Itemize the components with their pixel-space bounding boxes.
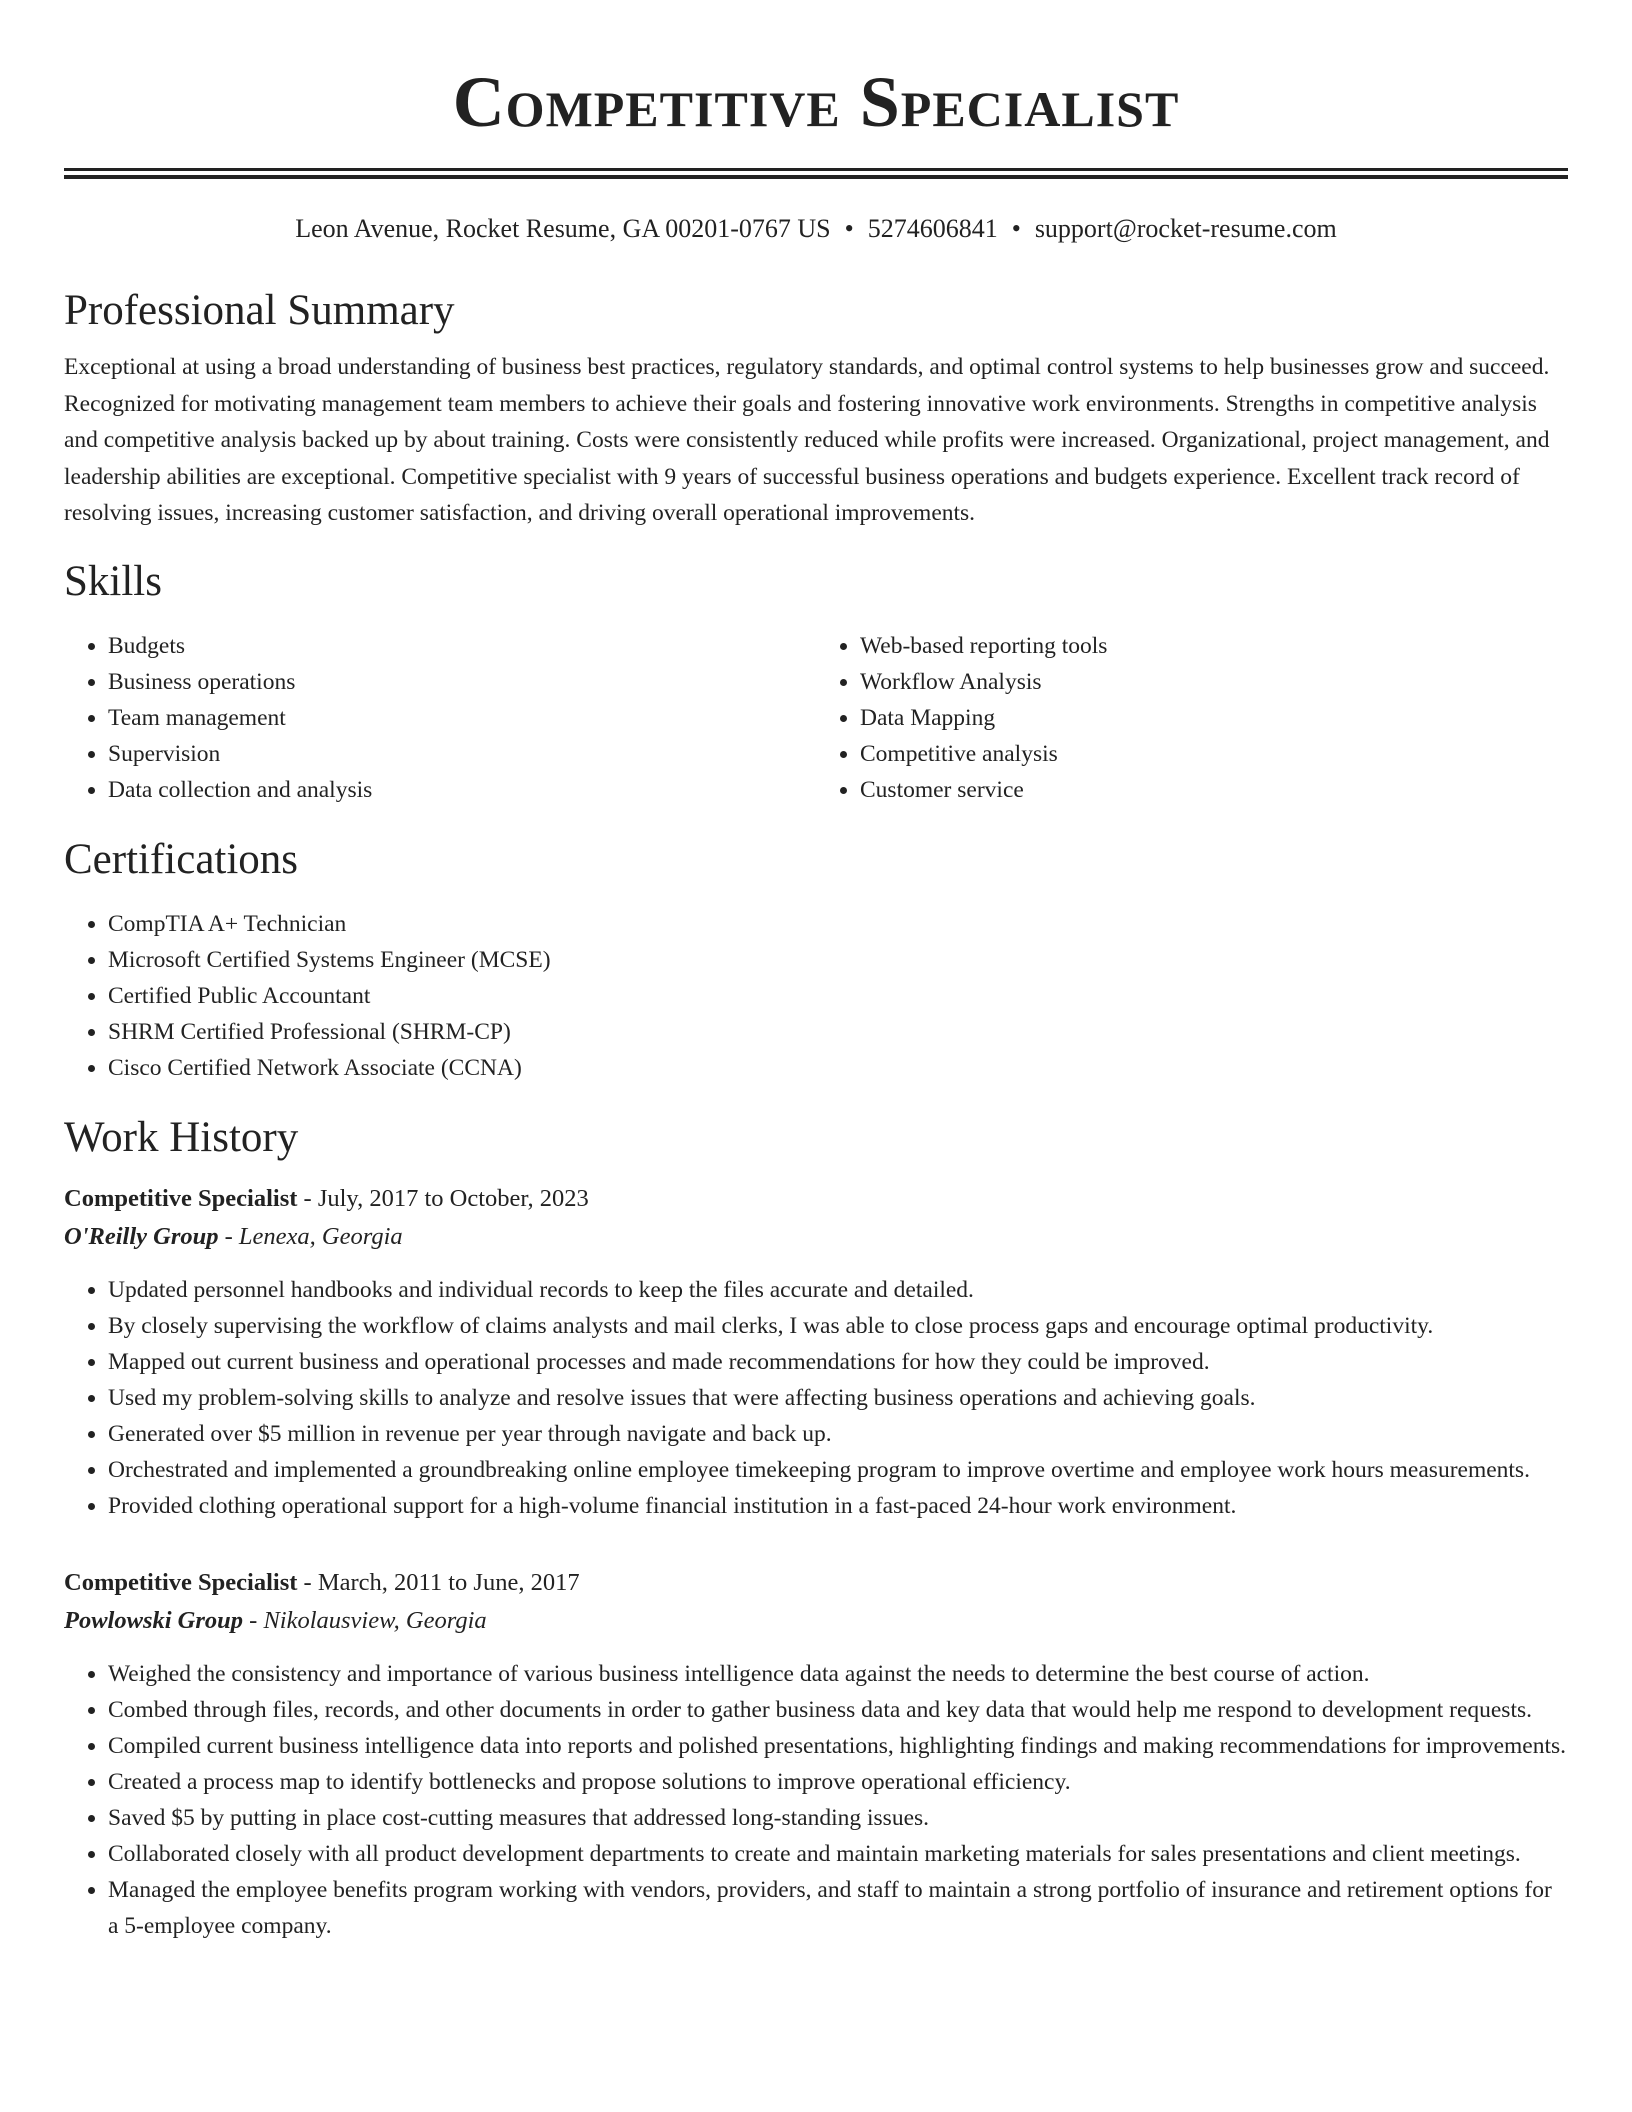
job-bullets	[64, 1656, 1568, 1944]
job-location: - Nikolausview, Georgia	[243, 1606, 487, 1634]
certification-item: • Microsoft Certified Systems Engineer (MCSE)	[108, 942, 1568, 978]
job-company-line	[64, 1602, 1568, 1640]
skill-item: • Business operations	[108, 664, 816, 700]
skill-item: • Customer service	[860, 772, 1568, 808]
job-entry	[64, 1180, 1568, 1524]
certification-item: • Cisco Certified Network Associate (CCNA)	[108, 1050, 1568, 1086]
job-title: Competitive Specialist	[64, 1568, 298, 1596]
job-bullets	[64, 1272, 1568, 1524]
contact-phone: 5274606841	[867, 214, 998, 243]
job-bullet: • Compiled current business intelligence data into reports and polished presentations, highlighting findings and making recommendations for improvements.	[108, 1728, 1568, 1764]
contact-separator: •	[1011, 214, 1021, 243]
job-bullet: • By closely supervising the workflow of claims analysts and mail clerks, I was able to close process gaps and encourage optimal productivity.	[108, 1308, 1568, 1344]
job-bullet: • Combed through files, records, and other documents in order to gather business data and key data that would help me respond to development requests.	[108, 1692, 1568, 1728]
job-dates: - March, 2011 to June, 2017	[297, 1568, 580, 1596]
job-dates: - July, 2017 to October, 2023	[297, 1184, 589, 1212]
certification-item: • CompTIA A+ Technician	[108, 906, 1568, 942]
skills-heading: Skills	[64, 557, 162, 605]
header-divider	[64, 168, 1568, 179]
skill-item: • Supervision	[108, 736, 816, 772]
certifications-heading: Certifications	[64, 835, 299, 883]
resume-page	[64, 0, 1568, 1944]
job-title-line	[64, 1180, 1568, 1218]
job-title: Competitive Specialist	[64, 1184, 298, 1212]
skill-item: • Competitive analysis	[860, 736, 1568, 772]
job-location: - Lenexa, Georgia	[218, 1222, 403, 1250]
contact-line	[64, 213, 1568, 245]
contact-address: Leon Avenue, Rocket Resume, GA 00201-0767 US	[295, 214, 831, 243]
contact-separator: •	[844, 214, 854, 243]
job-bullet: • Updated personnel handbooks and individual records to keep the files accurate and detailed.	[108, 1272, 1568, 1308]
summary-heading: Professional Summary	[64, 287, 455, 334]
job-entry	[64, 1564, 1568, 1944]
job-bullet: • Used my problem-solving skills to analyze and resolve issues that were affecting business operations and achieving goals.	[108, 1380, 1568, 1416]
skills-column-right	[816, 628, 1568, 808]
job-bullet: • Generated over $5 million in revenue per year through navigate and back up.	[108, 1416, 1568, 1452]
skill-item: • Team management	[108, 700, 816, 736]
job-bullet: • Weighed the consistency and importance of various business intelligence data against the needs to determine the best course of action.	[108, 1656, 1568, 1692]
skill-item: • Data collection and analysis	[108, 772, 816, 808]
contact-email: support@rocket-resume.com	[1034, 214, 1337, 243]
skill-item: • Web-based reporting tools	[860, 628, 1568, 664]
job-bullet: • Created a process map to identify bottlenecks and propose solutions to improve operational efficiency.	[108, 1764, 1568, 1800]
resume-name: Competitive Specialist	[452, 62, 1180, 142]
job-company: Powlowski Group	[64, 1606, 244, 1634]
skill-item: • Data Mapping	[860, 700, 1568, 736]
summary-text: Exceptional at using a broad understanding of business best practices, regulatory standards, and optimal control systems to help businesses grow and succeed. Recognized for motivating management team members to achieve their goals and fostering innovative work environments. Strengths in competitive analysis and competitive analysis backed up by about training. Costs were consistently reduced while profits were increased. Organizational, project management, and leadership abilities are exceptional. Competitive specialist with 9 years of successful business operations and budgets experience. Excellent track record of resolving issues, increasing customer satisfaction, and driving overall operational improvements.	[64, 354, 1550, 526]
job-bullet: • Collaborated closely with all product development departments to create and maintain marketing materials for sales presentations and client meetings.	[108, 1836, 1568, 1872]
skill-item: • Budgets	[108, 628, 816, 664]
skills-list	[64, 628, 1568, 808]
job-company: O'Reilly Group	[64, 1222, 219, 1250]
certification-item: • SHRM Certified Professional (SHRM-CP)	[108, 1014, 1568, 1050]
skills-column-left	[64, 628, 816, 808]
skill-item: • Workflow Analysis	[860, 664, 1568, 700]
certification-item: • Certified Public Accountant	[108, 978, 1568, 1014]
job-bullet: • Orchestrated and implemented a groundbreaking online employee timekeeping program to improve overtime and employee work hours measurements.	[108, 1452, 1568, 1488]
job-bullet: • Saved $5 by putting in place cost-cutting measures that addressed long-standing issues.	[108, 1800, 1568, 1836]
job-bullet: • Mapped out current business and operational processes and made recommendations for how they could be improved.	[108, 1344, 1568, 1380]
work-history-heading: Work History	[64, 1113, 299, 1161]
job-company-line	[64, 1218, 1568, 1256]
job-bullet: • Provided clothing operational support for a high-volume financial institution in a fast-paced 24-hour work environment.	[108, 1488, 1568, 1524]
job-title-line	[64, 1564, 1568, 1602]
certifications-list	[64, 906, 1568, 1086]
job-bullet: • Managed the employee benefits program working with vendors, providers, and staff to maintain a strong portfolio of insurance and retirement options for a 5-employee company.	[108, 1872, 1568, 1944]
